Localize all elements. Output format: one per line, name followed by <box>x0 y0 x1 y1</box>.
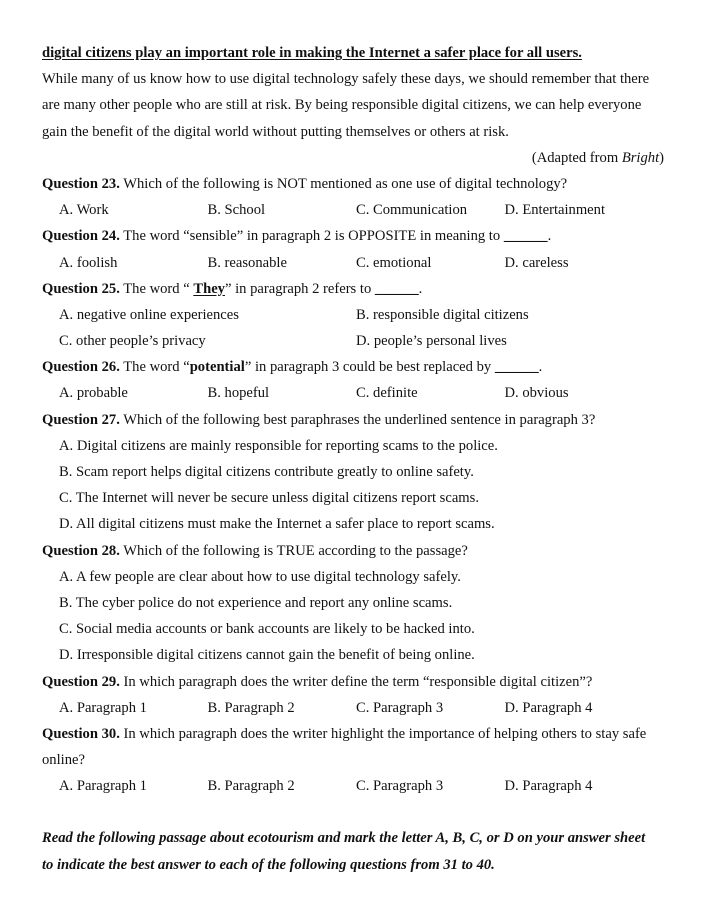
option-c[interactable]: C. The Internet will never be secure unless digital citizens report scams. <box>59 490 479 507</box>
option-d[interactable]: D. All digital citizens must make the Internet a safer place to report scams. <box>59 516 495 533</box>
option-c[interactable]: C. emotional <box>356 254 432 271</box>
question-end: . <box>547 228 552 245</box>
question-label: Question 30. <box>42 725 120 742</box>
question-label: Question 26. <box>42 359 120 376</box>
option-d[interactable]: D. Paragraph 4 <box>504 699 593 716</box>
question-text: Which of the following is NOT mentioned as one use of digital technology? <box>119 175 568 192</box>
question-23 <box>42 171 674 197</box>
question-text: In which paragraph does the writer define the term “responsible digital citizen”? <box>119 673 593 690</box>
question-text-line1: In which paragraph does the writer highlight the importance of helping others to stay safe <box>119 725 647 742</box>
question-26-options <box>42 380 674 406</box>
option-b[interactable]: B. hopeful <box>207 385 270 402</box>
option-b[interactable]: B. responsible digital citizens <box>356 306 529 323</box>
question-end: . <box>538 359 543 376</box>
question-text-before: The word “ <box>119 280 194 297</box>
option-d[interactable]: D. Entertainment <box>504 202 606 219</box>
option-b[interactable]: B. reasonable <box>207 254 287 271</box>
question-keyword: They <box>193 280 225 297</box>
question-label: Question 24. <box>42 228 120 245</box>
option-a[interactable]: A. negative online experiences <box>59 306 239 323</box>
answer-blank: ______ <box>374 280 419 297</box>
question-label: Question 27. <box>42 411 120 428</box>
question-30-continued: online? <box>42 752 85 769</box>
question-text: Which of the following best paraphrases the underlined sentence in paragraph 3? <box>119 411 596 428</box>
option-c[interactable]: C. Communication <box>356 202 468 219</box>
option-a[interactable]: A. Digital citizens are mainly responsible for reporting scams to the police. <box>59 437 498 454</box>
option-b[interactable]: B. Paragraph 2 <box>207 699 295 716</box>
question-30-options <box>42 773 674 799</box>
answer-blank: ______ <box>494 359 539 376</box>
option-a[interactable]: A. Paragraph 1 <box>59 778 147 795</box>
question-29 <box>42 669 674 695</box>
passage-closing-sentence: digital citizens play an important role in making the Internet a safer place for all users. <box>42 45 582 61</box>
exam-page <box>42 40 674 878</box>
source-prefix: (Adapted from <box>531 149 622 166</box>
option-a[interactable]: A. Paragraph 1 <box>59 699 147 716</box>
question-text: The word “sensible” in paragraph 2 is OPPOSITE in meaning to <box>119 228 504 245</box>
question-end: . <box>418 280 423 297</box>
option-b[interactable]: B. The cyber police do not experience and report any online scams. <box>59 594 453 611</box>
option-d[interactable]: D. obvious <box>504 385 569 402</box>
question-label: Question 28. <box>42 542 120 559</box>
option-a[interactable]: A. foolish <box>59 254 118 271</box>
question-28 <box>42 538 674 564</box>
source-suffix: ) <box>659 149 664 166</box>
option-c[interactable]: C. Paragraph 3 <box>356 778 444 795</box>
question-text-before: The word “ <box>119 359 190 376</box>
question-keyword: potential <box>189 359 245 376</box>
section-instruction-line1: Read the following passage about ecotourism and mark the letter A, B, C, or D on your answer sheet <box>42 830 646 847</box>
option-d[interactable]: D. people’s personal lives <box>356 333 507 350</box>
option-d[interactable]: D. Paragraph 4 <box>504 778 593 795</box>
option-b[interactable]: B. Scam report helps digital citizens contribute greatly to online safety. <box>59 464 474 480</box>
question-text-after: ” in paragraph 2 refers to <box>224 280 375 297</box>
question-25-options-row2 <box>42 328 674 354</box>
passage-paragraph-line: are many other people who are still at risk. By being responsible digital citizens, we can help everyone <box>42 97 642 114</box>
option-b[interactable]: B. School <box>207 202 266 219</box>
question-label: Question 29. <box>42 673 120 690</box>
question-text-after: ” in paragraph 3 could be best replaced by <box>244 359 495 376</box>
option-a[interactable]: A. A few people are clear about how to use digital technology safely. <box>59 568 461 585</box>
question-label: Question 23. <box>42 175 120 192</box>
question-label: Question 25. <box>42 280 120 297</box>
passage-source <box>42 145 674 171</box>
section-instruction-line2: to indicate the best answer to each of the following questions from 31 to 40. <box>42 856 495 873</box>
option-c[interactable]: C. other people’s privacy <box>59 333 206 350</box>
option-a[interactable]: A. probable <box>59 385 128 402</box>
option-d[interactable]: D. careless <box>504 254 569 271</box>
source-name: Bright <box>621 149 660 166</box>
answer-blank: ______ <box>503 228 548 245</box>
option-c[interactable]: C. definite <box>356 385 418 402</box>
passage-paragraph-line: While many of us know how to use digital technology safely these days, we should remember that there <box>42 71 650 88</box>
question-24-options <box>42 250 674 276</box>
question-25-options-row1 <box>42 302 674 328</box>
option-c[interactable]: C. Social media accounts or bank accounts are likely to be hacked into. <box>59 621 475 638</box>
question-26 <box>42 354 674 380</box>
option-c[interactable]: C. Paragraph 3 <box>356 699 444 716</box>
question-24 <box>42 223 674 249</box>
question-29-options <box>42 695 674 721</box>
option-a[interactable]: A. Work <box>59 202 109 219</box>
option-d[interactable]: D. Irresponsible digital citizens cannot gain the benefit of being online. <box>59 647 475 664</box>
question-30 <box>42 721 674 747</box>
passage-paragraph-line: gain the benefit of the digital world without putting themselves or others at risk. <box>42 123 509 140</box>
question-23-options <box>42 197 674 223</box>
question-25 <box>42 276 674 302</box>
option-b[interactable]: B. Paragraph 2 <box>207 778 295 795</box>
section-spacer <box>42 799 674 825</box>
question-27 <box>42 407 674 433</box>
question-text: Which of the following is TRUE according to the passage? <box>119 542 468 559</box>
